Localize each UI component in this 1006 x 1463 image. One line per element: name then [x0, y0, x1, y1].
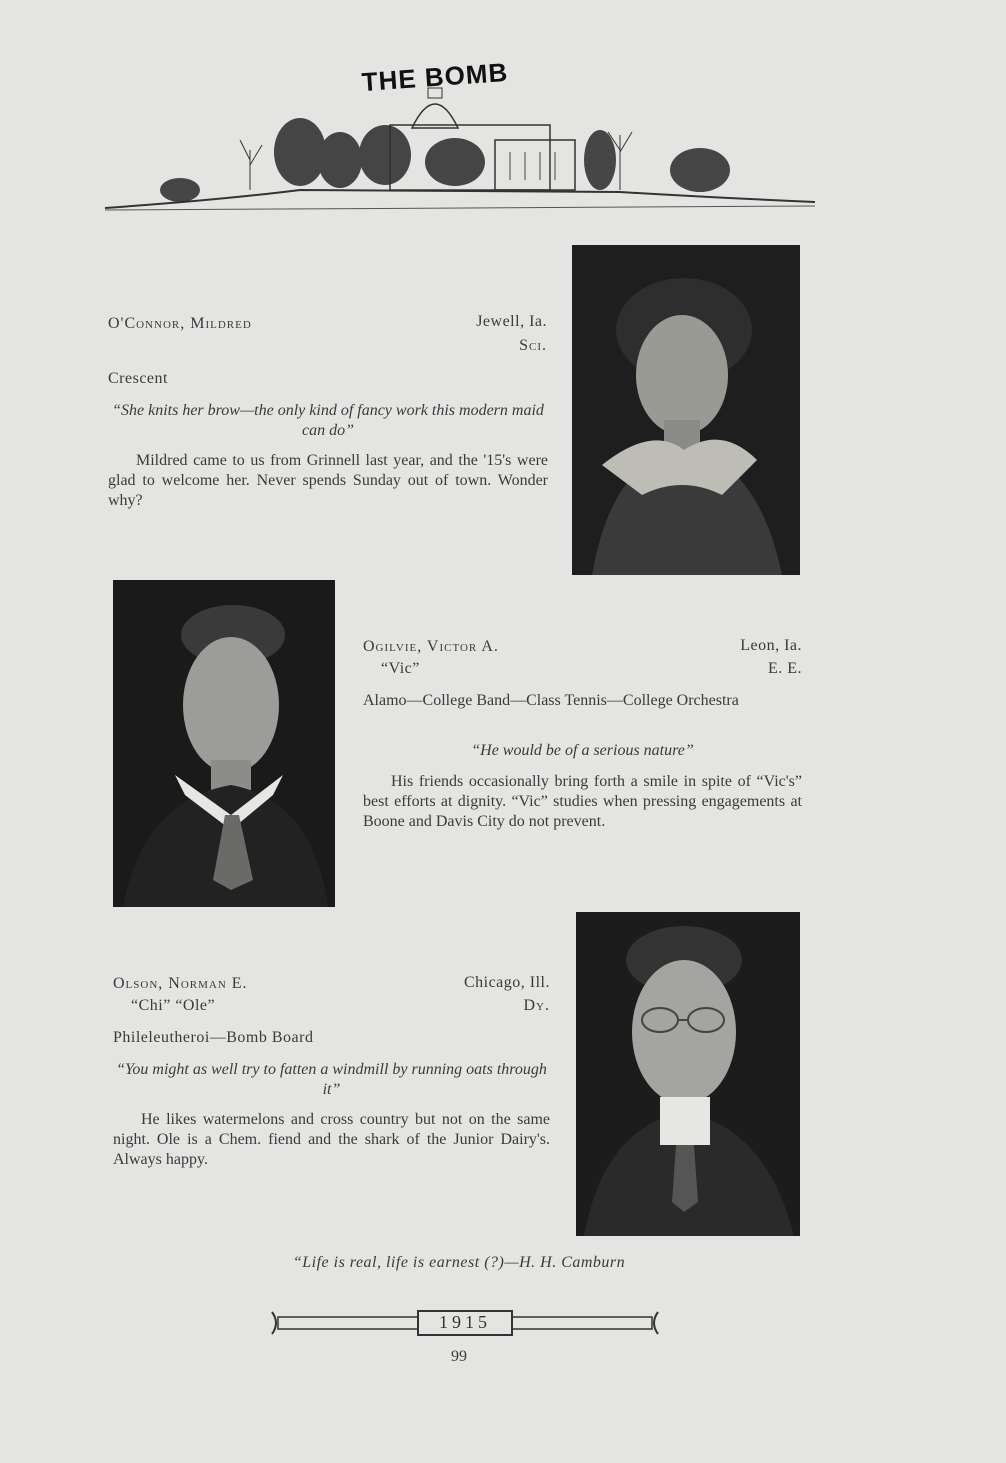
entry-bio: His friends occasionally bring forth a smile in spite of “Vic's” best efforts at dignity. “Vic” studies when pressing engagements at Boone and Davis City do not prevent.: [363, 773, 802, 830]
portrait-photo-oconnor: [572, 245, 800, 575]
entry-quote: “He would be of a serious nature”: [471, 742, 694, 759]
entry-nickname: “Chi” “Ole”: [131, 997, 216, 1014]
footer-year: 1915: [439, 1312, 491, 1332]
entry-name: Ogilvie, Victor A.: [363, 638, 499, 655]
portrait-photo-olson: [576, 912, 800, 1236]
year-banner: [270, 1308, 660, 1338]
entry-bio: Mildred came to us from Grinnell last year, and the '15's were glad to welcome her. Never spends Sunday out of town. Wonder why?: [108, 452, 548, 509]
entry-course: E. E.: [767, 660, 802, 677]
entry-quote: “She knits her brow—the only kind of fancy work this modern maid can do”: [112, 402, 544, 439]
entry-name: O'Connor, Mildred: [108, 315, 252, 332]
entry-hometown: Leon, Ia.: [740, 637, 802, 654]
entry-activities: Alamo—College Band—Class Tennis—College Orchestra: [363, 692, 739, 709]
entry-activities: Phileleutheroi—Bomb Board: [113, 1029, 314, 1046]
page-number: 99: [451, 1348, 467, 1365]
entry-quote: “You might as well try to fatten a windmill by running oats through it”: [116, 1061, 547, 1098]
entry-activities: Crescent: [108, 370, 168, 387]
entry-bio: He likes watermelons and cross country but not on the same night. Ole is a Chem. fiend and the shark of the Junior Dairy's. Always happy.: [113, 1111, 550, 1168]
portrait-photo-ogilvie: [113, 580, 335, 907]
entry-nickname: “Vic”: [381, 660, 420, 677]
entry-hometown: Chicago, Ill.: [463, 974, 550, 991]
entry-name: Olson, Norman E.: [113, 975, 248, 992]
entry-hometown: Jewell, Ia.: [476, 313, 547, 330]
entry-course: Sci.: [519, 337, 547, 354]
footer-quote: “Life is real, life is earnest (?)—H. H. Camburn: [292, 1254, 626, 1271]
entry-course: Dy.: [523, 997, 550, 1014]
header-title: THE BOMB: [360, 56, 510, 98]
header-banner: [100, 40, 820, 220]
